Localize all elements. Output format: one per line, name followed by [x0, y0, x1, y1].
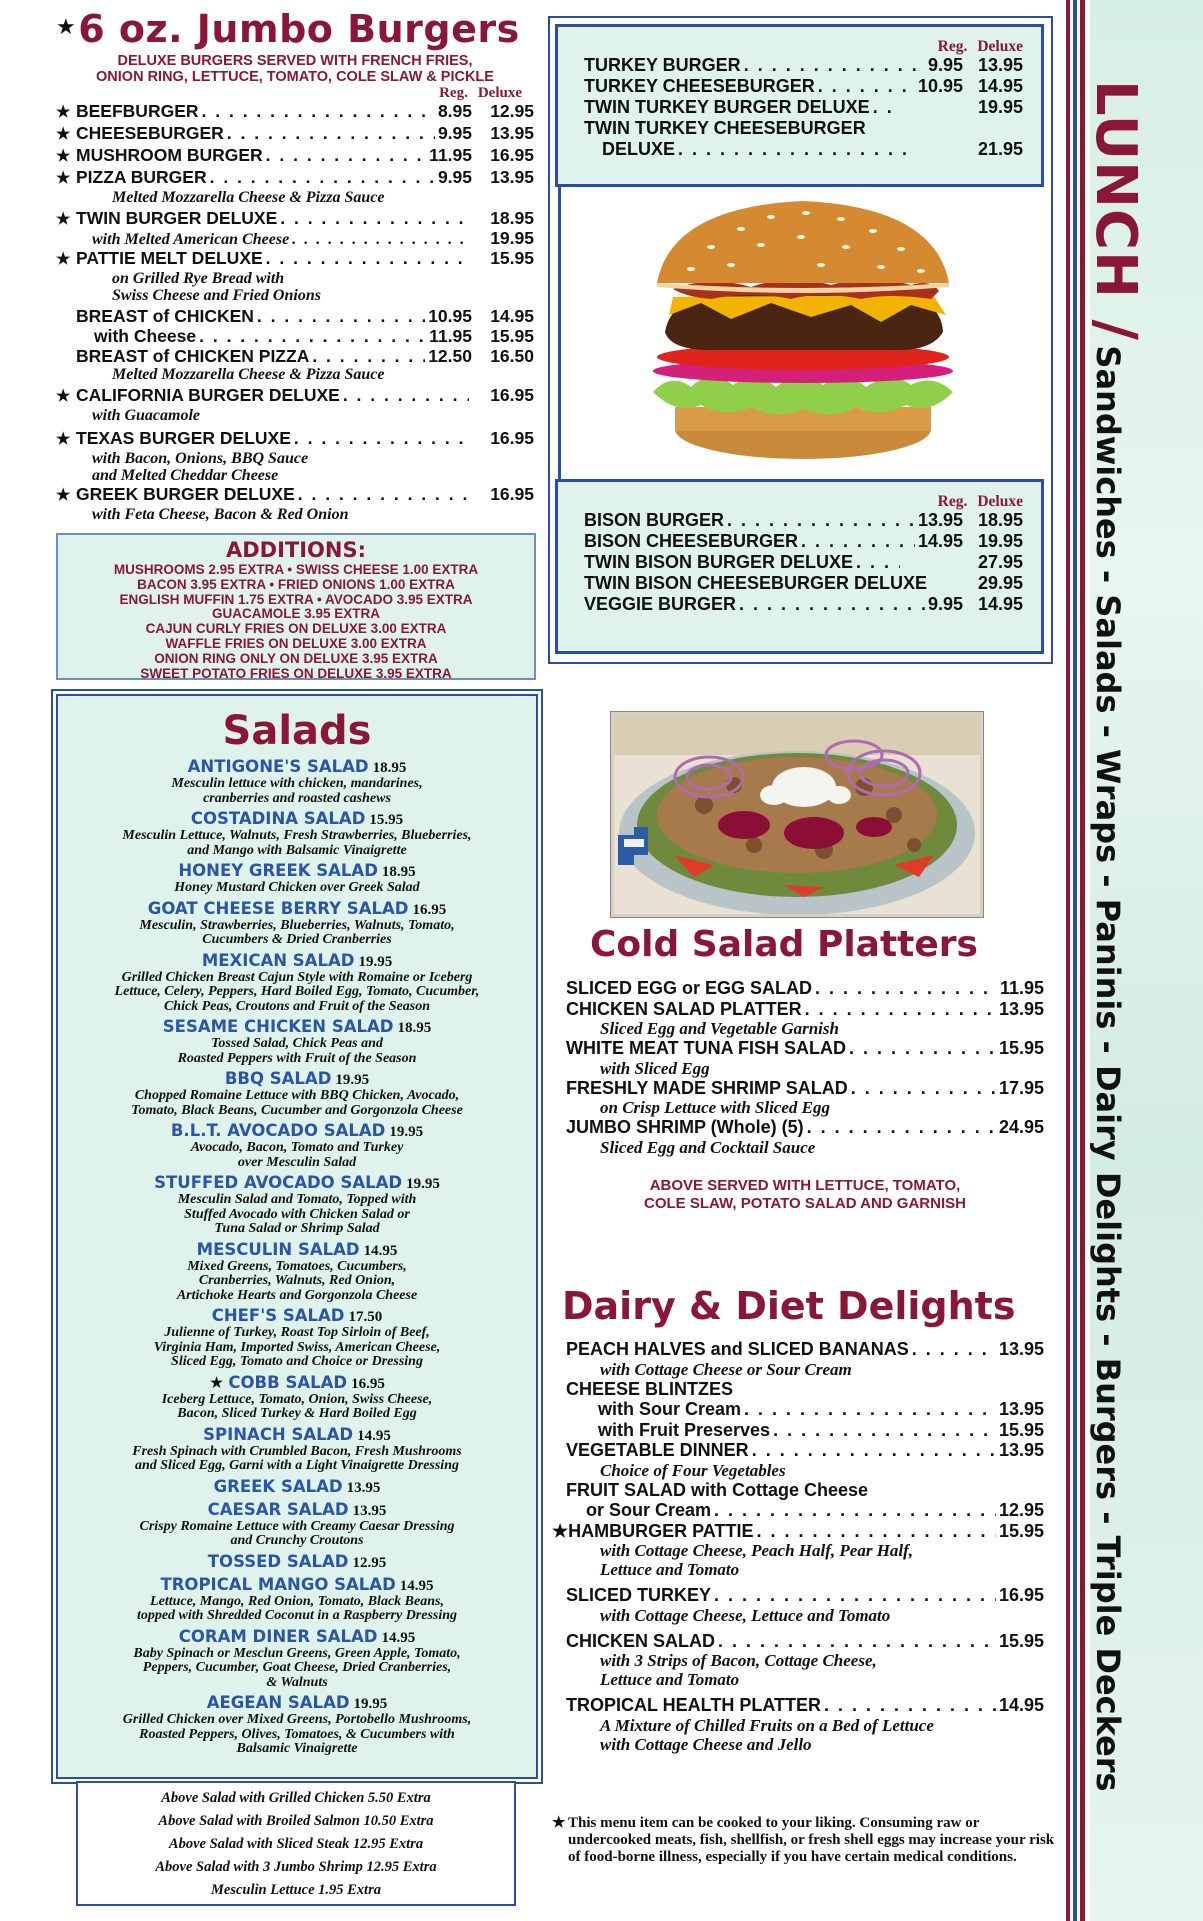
- side-banner: [1083, 80, 1148, 1792]
- menu-item-tropical-health-platter: TROPICAL HEALTH PLATTER . . . 14.95: [566, 1695, 1044, 1716]
- menu-item-sliced-turkey: SLICED TURKEY . . . 16.95: [566, 1585, 1044, 1606]
- extra-line: Above Salad with Broiled Salmon 10.50 Extra: [158, 1813, 434, 1829]
- salad-price: 18.95: [397, 1020, 432, 1036]
- side-categories: Sandwiches - Salads - Wraps - Paninis - Dairy Delights - Burgers - Triple Deckers: [1089, 345, 1127, 1792]
- salad-name: MEXICAN SALAD: [201, 950, 355, 970]
- menu-item-twin-turkey-burger: TWIN TURKEY BURGER DELUXE . . . 19.95: [584, 97, 1023, 118]
- salad-description: Honey Mustard Chicken over Greek Salad: [174, 880, 420, 895]
- salad-item: [58, 1477, 536, 1497]
- extra-line: Mesculin Lettuce 1.95 Extra: [211, 1882, 381, 1898]
- salad-list: [58, 757, 536, 1757]
- menu-item-breast-of-chicken: BREAST of CHICKEN . . . 10.95 14.95: [56, 306, 534, 326]
- menu-item-tuna-fish-salad: WHITE MEAT TUNA FISH SALAD . . . 15.95: [566, 1038, 1044, 1059]
- turkey-column-header: Reg. Deluxe: [937, 38, 1023, 55]
- salad-name: MESCULIN SALAD: [196, 1239, 360, 1259]
- salad-price: 18.95: [381, 864, 416, 880]
- salad-photo: [611, 712, 983, 917]
- extra-line: Above Salad with Sliced Steak 12.95 Extra: [168, 1836, 424, 1852]
- food-safety-disclaimer: ★ This menu item can be cooked to your liking. Consuming raw or undercooked meats, fish, shellfish, or fresh shell eggs may increase your risk of food-borne illness, especially if you have certain medical conditions.: [552, 1815, 1055, 1865]
- item-description: with Cottage Cheese or Sour Cream: [600, 1359, 852, 1379]
- item-description: with Cottage Cheese and Jello: [600, 1734, 812, 1754]
- salad-price: 19.95: [358, 953, 393, 970]
- menu-item-vegetable-dinner: VEGETABLE DINNER . . . 13.95: [566, 1440, 1044, 1461]
- menu-item-pizza-burger: ★ PIZZA BURGER . . . 9.95 13.95: [56, 167, 534, 189]
- salad-price: 14.95: [399, 1577, 434, 1594]
- salad-header: [58, 757, 536, 777]
- salad-price: 17.50: [348, 1309, 383, 1325]
- salad-item: [58, 1575, 536, 1624]
- salad-item: [58, 1121, 536, 1170]
- salad-price: 19.95: [406, 1176, 440, 1192]
- menu-item-peach-halves: PEACH HALVES and SLICED BANANAS . . . 13.95: [566, 1339, 1044, 1360]
- salad-description: Mesculin, Strawberries, Blueberries, Walnuts, Tomato,: [139, 917, 455, 933]
- salad-item: [58, 1306, 536, 1370]
- salad-name: TROPICAL MANGO SALAD: [160, 1574, 396, 1594]
- salad-description: Chick Peas, Croutons and Fruit of the Season: [163, 998, 431, 1014]
- salad-price: 13.95: [346, 1479, 381, 1496]
- salad-description: Chopped Romaine Lettuce with BBQ Chicken, Avocado,: [134, 1088, 460, 1103]
- salad-description: Lettuce, Celery, Peppers, Hard Boiled Egg, Tomato, Cucumber,: [114, 984, 480, 999]
- salad-item: [58, 1017, 536, 1066]
- menu-item-fruit-salad-sour-cream: or Sour Cream . . . 12.95: [566, 1500, 1044, 1521]
- salad-header: [58, 861, 536, 881]
- item-description: with Bacon, Onions, BBQ Sauce: [92, 450, 309, 467]
- salad-description: Tomato, Black Beans, Cucumber and Gorgonzola Cheese: [131, 1102, 463, 1118]
- salad-price: 14.95: [363, 1242, 398, 1259]
- salad-description: cranberries and roasted cashews: [203, 790, 391, 806]
- addition-line: ONION RING ONLY ON DELUXE 3.95 EXTRA: [154, 650, 438, 666]
- item-description: Melted Mozzarella Cheese & Pizza Sauce: [112, 366, 385, 383]
- salad-price: 19.95: [353, 1696, 388, 1712]
- item-description: and Melted Cheddar Cheese: [92, 467, 279, 484]
- salad-header: [58, 1575, 536, 1595]
- salad-extras-box: [76, 1781, 516, 1906]
- item-description: with Sliced Egg: [600, 1058, 710, 1078]
- salad-item: [58, 951, 536, 1015]
- salad-header: [58, 1627, 536, 1647]
- salad-description: Mesculin Lettuce, Walnuts, Fresh Strawberries, Blueberries,: [122, 828, 472, 843]
- addition-line: MUSHROOMS 2.95 EXTRA • SWISS CHEESE 1.00 EXTRA: [113, 562, 479, 577]
- menu-item-california-burger: ★ CALIFORNIA BURGER DELUXE . . . 16.95: [56, 385, 534, 407]
- salad-price: 12.95: [352, 1554, 387, 1571]
- salad-header: [58, 1173, 536, 1193]
- salad-description: Stuffed Avocado with Chicken Salad or: [184, 1206, 410, 1222]
- salad-price: 18.95: [372, 760, 407, 776]
- salad-name: COSTADINA SALAD: [190, 809, 366, 828]
- salad-description: over Mesculin Salad: [237, 1154, 357, 1170]
- menu-item-pattie-melt: ★ PATTIE MELT DELUXE . . . 15.95: [56, 248, 534, 270]
- menu-item-twin-bison-cheeseburger: TWIN BISON CHEESEBURGER DELUXE 29.95: [584, 573, 1023, 593]
- menu-item-chicken-salad-platter: CHICKEN SALAD PLATTER . . . 13.95: [566, 999, 1044, 1020]
- burgers-title: ★6 oz. Jumbo Burgers: [56, 7, 520, 51]
- salad-description: Fresh Spinach with Crumbled Bacon, Fresh Mushrooms: [132, 1443, 462, 1459]
- hamburger-image: [561, 187, 1044, 480]
- salad-description: topped with Shredded Coconut in a Raspberry Dressing: [136, 1608, 458, 1623]
- salad-item: [58, 861, 536, 896]
- salad-item: [58, 1552, 536, 1572]
- menu-item-chicken-pizza: BREAST of CHICKEN PIZZA . . . 12.50 16.50: [56, 346, 534, 366]
- salad-name: GREEK SALAD: [213, 1476, 343, 1496]
- salad-name: B.L.T. AVOCADO SALAD: [170, 1121, 386, 1140]
- bison-column-header: Reg. Deluxe: [937, 493, 1023, 510]
- salad-name: BBQ SALAD: [224, 1069, 332, 1088]
- salad-item: [58, 899, 536, 948]
- menu-item-blintzes-sour-cream: with Sour Cream . . . 13.95: [566, 1399, 1044, 1420]
- salad-description: Mesculin Salad and Tomato, Topped with: [177, 1192, 417, 1207]
- star-icon: ★: [552, 1520, 569, 1541]
- salad-name: GOAT CHEESE BERRY SALAD: [147, 898, 409, 918]
- salad-description: Virginia Ham, Imported Swiss, American Cheese,: [153, 1339, 441, 1355]
- salad-description: Tossed Salad, Chick Peas and: [211, 1036, 383, 1051]
- item-description: Sliced Egg and Vegetable Garnish: [600, 1019, 839, 1038]
- cold-salad-note: ABOVE SERVED WITH LETTUCE, TOMATO, COLE SLAW, POTATO SALAD AND GARNISH: [644, 1176, 966, 1212]
- salad-description: Mesculin lettuce with chicken, mandarines,: [171, 776, 423, 791]
- burgers-column-header: Reg. Deluxe: [439, 85, 522, 101]
- salad-description: Iceberg Lettuce, Tomato, Onion, Swiss Cheese,: [161, 1391, 433, 1407]
- addition-line: BACON 3.95 EXTRA • FRIED ONIONS 1.00 EXTRA: [137, 576, 455, 592]
- dairy-title: Dairy & Diet Delights: [562, 1284, 1016, 1328]
- addition-line: ENGLISH MUFFIN 1.75 EXTRA • AVOCADO 3.95 EXTRA: [119, 591, 473, 607]
- item-description: with Cottage Cheese, Lettuce and Tomato: [600, 1605, 891, 1625]
- salad-item: [58, 1693, 536, 1757]
- menu-item-mushroom-burger: ★ MUSHROOM BURGER . . . 11.95 16.95: [56, 145, 534, 167]
- salad-description: Sliced Egg, Tomato and Choice or Dressing: [171, 1354, 423, 1369]
- salad-header: [58, 1069, 536, 1089]
- salad-name: SPINACH SALAD: [203, 1424, 354, 1444]
- salad-item: [58, 1500, 536, 1549]
- salad-header: [58, 809, 536, 829]
- item-description: with 3 Strips of Bacon, Cottage Cheese,: [600, 1651, 877, 1670]
- salad-item: [58, 1425, 536, 1474]
- salad-header: [58, 1306, 536, 1326]
- salad-header: [58, 1552, 536, 1572]
- menu-item-greek-burger: ★ GREEK BURGER DELUXE . . . 16.95: [56, 484, 534, 506]
- salad-item: [58, 809, 536, 858]
- salad-description: Cucumbers & Dried Cranberries: [202, 932, 392, 947]
- salad-description: Peppers, Cucumber, Goat Cheese, Dried Cranberries,: [142, 1660, 452, 1675]
- salad-description: Avocado, Bacon, Tomato and Turkey: [190, 1140, 404, 1155]
- salad-item: [58, 757, 536, 806]
- item-description: A Mixture of Chilled Fruits on a Bed of Lettuce: [600, 1715, 934, 1735]
- salad-price: 14.95: [357, 1427, 391, 1444]
- salad-name: AEGEAN SALAD: [206, 1693, 350, 1712]
- salad-header: [58, 1121, 536, 1141]
- salad-image: [614, 715, 980, 914]
- salad-description: Grilled Chicken Breast Cajun Style with Romaine or Iceberg: [121, 969, 473, 985]
- lunch-heading: LUNCH /: [1083, 80, 1148, 341]
- salad-price: 13.95: [352, 1502, 387, 1519]
- salad-item: [58, 1627, 536, 1691]
- salad-header: [58, 951, 536, 971]
- salad-description: Artichoke Hearts and Gorgonzola Cheese: [176, 1287, 418, 1303]
- item-description: with Guacamole: [92, 407, 201, 424]
- salad-description: Roasted Peppers, Olives, Tomatoes, & Cucumbers with: [139, 1726, 455, 1742]
- burgers-section: [56, 6, 534, 523]
- salad-description: Mixed Greens, Tomatoes, Cucumbers,: [187, 1258, 407, 1274]
- salad-header: [58, 1425, 536, 1445]
- extra-line: Above Salad with Grilled Chicken 5.50 Extra: [161, 1790, 431, 1806]
- salad-name: SESAME CHICKEN SALAD: [162, 1017, 394, 1036]
- salad-name: ANTIGONE'S SALAD: [187, 757, 369, 776]
- salad-price: 19.95: [389, 1124, 424, 1140]
- menu-item-blintzes-fruit-preserves: with Fruit Preserves . . . 15.95: [566, 1420, 1044, 1441]
- salad-header: [58, 899, 536, 919]
- salad-description: and Mango with Balsamic Vinaigrette: [187, 842, 407, 858]
- menu-item-twin-burger-cheese: with Melted American Cheese . . . 19.95: [56, 230, 534, 248]
- salad-item: [58, 1069, 536, 1118]
- salad-name: CAESAR SALAD: [207, 1499, 349, 1519]
- salad-header: [58, 1477, 536, 1497]
- salad-header: [58, 1240, 536, 1260]
- menu-item-twin-turkey-cheeseburger: TWIN TURKEY CHEESEBURGER: [584, 118, 866, 138]
- item-description: with Cottage Cheese, Peach Half, Pear Half,: [600, 1541, 914, 1560]
- salad-description: Roasted Peppers with Fruit of the Season: [177, 1050, 417, 1066]
- item-description: Sliced Egg and Cocktail Sauce: [600, 1137, 816, 1157]
- salad-item: [58, 1173, 536, 1237]
- star-icon: ★: [552, 1815, 566, 1831]
- burger-photo: [558, 187, 1041, 480]
- salad-description: Bacon, Sliced Turkey & Hard Boiled Egg: [177, 1406, 417, 1421]
- salad-header: [58, 1373, 536, 1393]
- menu-item-twin-turkey-cheeseburger-deluxe: DELUXE . . . 21.95: [584, 139, 1023, 160]
- salad-description: & Walnuts: [266, 1674, 328, 1690]
- salads-section: [56, 694, 538, 1779]
- salad-price: 16.95: [412, 901, 447, 918]
- salad-name: CORAM DINER SALAD: [178, 1626, 378, 1646]
- dairy-diet-section: [552, 1283, 1044, 1754]
- salad-name: COBB SALAD: [228, 1372, 348, 1392]
- star-icon: ★: [209, 1372, 224, 1392]
- menu-item-twin-burger: ★ TWIN BURGER DELUXE . . . 18.95: [56, 208, 534, 230]
- item-description: with Feta Cheese, Bacon & Red Onion: [92, 506, 349, 523]
- item-description: Choice of Four Vegetables: [600, 1460, 786, 1480]
- cold-salad-title: Cold Salad Platters: [590, 924, 978, 965]
- menu-item-jumbo-shrimp: JUMBO SHRIMP (Whole) (5) . . . 24.95: [566, 1117, 1044, 1138]
- salad-price: 16.95: [351, 1375, 385, 1392]
- menu-item-cheese-blintzes: CHEESE BLINTZES: [566, 1378, 734, 1399]
- salad-name: TOSSED SALAD: [207, 1551, 349, 1571]
- menu-item-bison-cheeseburger: BISON CHEESEBURGER . . . 14.95 19.95: [584, 531, 1023, 552]
- menu-item-chicken-salad: CHICKEN SALAD . . . 15.95: [566, 1631, 1044, 1652]
- salad-description: and Sliced Egg, Garni with a Light Vinaigrette Dressing: [134, 1458, 459, 1473]
- item-description: on Crisp Lettuce with Sliced Egg: [600, 1098, 830, 1117]
- cold-salad-platters-section: [566, 922, 1044, 1213]
- menu-item-fruit-salad: FRUIT SALAD with Cottage Cheese: [566, 1479, 869, 1500]
- extra-line: Above Salad with 3 Jumbo Shrimp 12.95 Extra: [155, 1859, 437, 1875]
- salad-header: [58, 1017, 536, 1037]
- item-description: Lettuce and Tomato: [600, 1560, 740, 1579]
- salad-description: Balsamic Vinaigrette: [236, 1741, 358, 1756]
- addition-line: SWEET POTATO FRIES ON DELUXE 3.95 EXTRA: [140, 665, 452, 681]
- menu-item-twin-bison-burger: TWIN BISON BURGER DELUXE . . . 27.95: [584, 552, 1023, 573]
- menu-item-chicken-with-cheese: with Cheese . . . 11.95 15.95: [56, 326, 534, 346]
- menu-item-turkey-burger: TURKEY BURGER . . . 9.95 13.95: [584, 55, 1023, 76]
- salad-description: Lettuce, Mango, Red Onion, Tomato, Black Beans,: [150, 1593, 444, 1609]
- salad-name: CHEF'S SALAD: [211, 1306, 345, 1325]
- salad-header: [58, 1693, 536, 1713]
- salad-description: and Crunchy Croutons: [230, 1533, 364, 1548]
- salad-price: 19.95: [335, 1072, 370, 1088]
- salad-price: 15.95: [369, 812, 404, 828]
- salad-header: [58, 1500, 536, 1520]
- menu-item-hamburger-pattie: ★ HAMBURGER PATTIE . . . 15.95: [552, 1521, 1044, 1542]
- salad-name: HONEY GREEK SALAD: [178, 861, 378, 880]
- menu-item-cheeseburger: ★ CHEESEBURGER . . . 9.95 13.95: [56, 123, 534, 145]
- menu-item-beefburger: ★ BEEFBURGER . . . 8.95 12.95: [56, 101, 534, 123]
- salad-description: Cranberries, Walnuts, Red Onion,: [198, 1273, 396, 1288]
- addition-line: WAFFLE FRIES ON DELUXE 3.00 EXTRA: [165, 635, 427, 651]
- additions-title: ADDITIONS:: [225, 538, 367, 562]
- menu-item-turkey-cheeseburger: TURKEY CHEESEBURGER . . . 10.95 14.95: [584, 76, 1023, 97]
- additions-box: [56, 533, 536, 680]
- menu-item-shrimp-salad: FRESHLY MADE SHRIMP SALAD . . . 17.95: [566, 1078, 1044, 1099]
- salad-name: STUFFED AVOCADO SALAD: [154, 1173, 403, 1192]
- salad-item: [58, 1373, 536, 1422]
- salad-price: 14.95: [381, 1629, 416, 1646]
- menu-item-egg-salad: SLICED EGG or EGG SALAD . . . 11.95: [566, 978, 1044, 999]
- salad-description: Julienne of Turkey, Roast Top Sirloin of Beef,: [164, 1325, 430, 1340]
- menu-item-bison-burger: BISON BURGER . . . 13.95 18.95: [584, 510, 1023, 531]
- item-description: Lettuce and Tomato: [600, 1670, 740, 1689]
- addition-line: CAJUN CURLY FRIES ON DELUXE 3.00 EXTRA: [145, 621, 447, 637]
- star-icon: ★: [56, 15, 77, 40]
- salad-description: Grilled Chicken over Mixed Greens, Portobello Mushrooms,: [122, 1712, 472, 1727]
- addition-line: GUACAMOLE 3.95 EXTRA: [211, 606, 381, 622]
- salad-description: Baby Spinach or Mesclun Greens, Green Apple, Tomato,: [133, 1645, 461, 1661]
- salad-description: Crispy Romaine Lettuce with Creamy Caesar Dressing: [139, 1518, 455, 1534]
- salads-title: Salads: [222, 708, 372, 754]
- menu-item-veggie-burger: VEGGIE BURGER . . . 9.95 14.95: [584, 594, 1023, 615]
- salad-description: Tuna Salad or Shrimp Salad: [214, 1221, 380, 1236]
- turkey-burgers-box: [555, 24, 1044, 187]
- item-description: Swiss Cheese and Fried Onions: [112, 287, 321, 304]
- burgers-subtitle: DELUXE BURGERS SERVED WITH FRENCH FRIES, ONION RING, LETTUCE, TOMATO, COLE SLAW & PICKLE: [96, 53, 494, 85]
- item-description: Melted Mozzarella Cheese & Pizza Sauce: [112, 189, 385, 206]
- salad-item: [58, 1240, 536, 1304]
- bison-burgers-box: [555, 479, 1044, 654]
- menu-item-texas-burger: ★ TEXAS BURGER DELUXE . . . 16.95: [56, 428, 534, 450]
- item-description: on Grilled Rye Bread with: [112, 270, 285, 287]
